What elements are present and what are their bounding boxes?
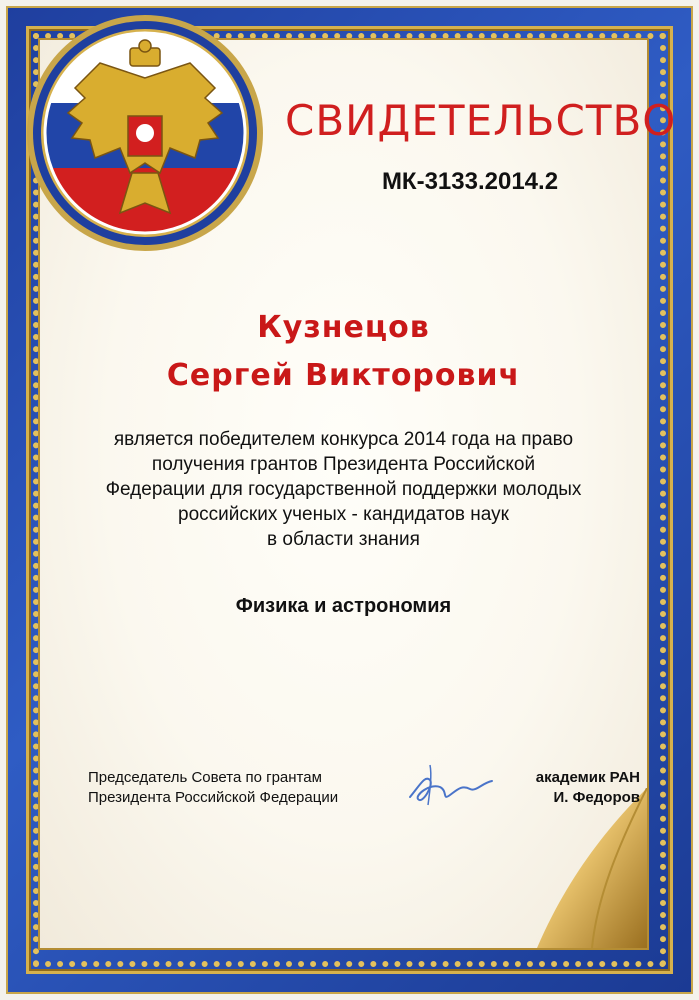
russian-coat-of-arms-icon [20,8,270,258]
signatory-position-line: Президента Российской Федерации [88,789,339,806]
handwritten-signature [400,755,500,815]
description-line: является победителем конкурса 2014 года на право [113,429,574,450]
recipient-given-names: Сергей Викторович [166,358,521,393]
signatory-position-line: Председатель Совета по грантам [88,769,322,786]
signatory-title: академик РАН [535,769,640,786]
description-line: Федерации для государственной поддержки молодых [105,479,582,500]
signatory-name: И. Федоров [553,789,640,806]
page-curl-decoration [497,788,647,948]
description-line: российских ученых - кандидатов наук [178,504,509,525]
certificate-title: СВИДЕТЕЛЬСТВО [285,96,677,145]
signatory-details [500,768,640,808]
recipient-surname: Кузнецов [257,310,430,345]
description-line: в области знания [267,529,420,550]
signatory-position [88,768,338,808]
field-of-knowledge: Физика и астрономия [235,595,452,617]
description-line: получения грантов Президента Российской [151,454,536,475]
certificate-number: МК-3133.2014.2 [381,168,559,195]
